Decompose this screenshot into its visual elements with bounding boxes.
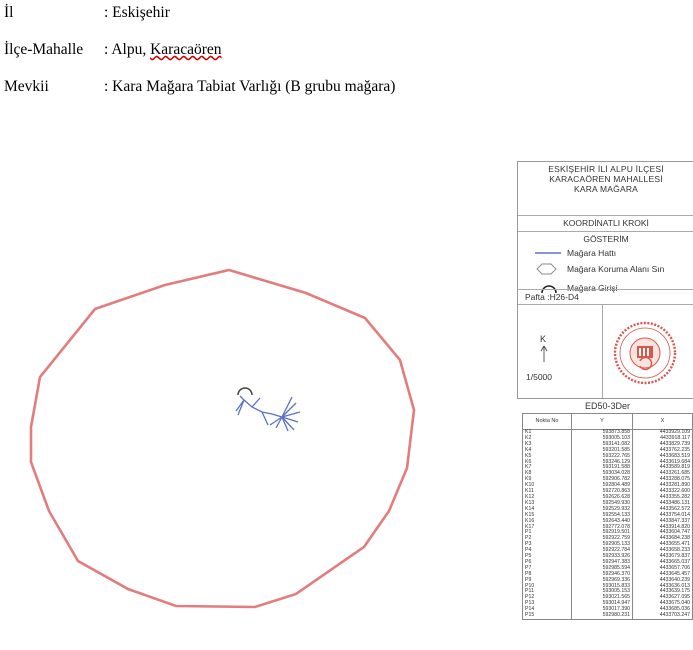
table-cell: K4 bbox=[523, 448, 572, 454]
cave-line bbox=[236, 396, 300, 431]
table-cell: K10 bbox=[523, 483, 572, 489]
divider bbox=[518, 289, 693, 290]
table-cell: 4433639.175 bbox=[633, 589, 693, 595]
table-cell: 4433918.117 bbox=[633, 436, 693, 442]
table-cell: P4 bbox=[523, 548, 572, 554]
table-cell: K17 bbox=[523, 525, 572, 531]
map-type: KOORDİNATLI KROKİ bbox=[518, 216, 693, 232]
table-cell: 4433604.747 bbox=[633, 530, 693, 536]
table-cell: K11 bbox=[523, 489, 572, 495]
table-body bbox=[523, 430, 693, 620]
table-cell: 593873.858 bbox=[572, 430, 633, 436]
table-cell: P13 bbox=[523, 601, 572, 607]
table-cell: 592554.133 bbox=[572, 513, 633, 519]
table-cell: 592804.489 bbox=[572, 483, 633, 489]
table-cell: 4433355.282 bbox=[633, 495, 693, 501]
table-cell: K3 bbox=[523, 442, 572, 448]
table-cell: 593005.153 bbox=[572, 589, 633, 595]
table-cell: 4433281.890 bbox=[633, 483, 693, 489]
table-cell: 4433665.037 bbox=[633, 560, 693, 566]
table-cell: 593246.129 bbox=[572, 460, 633, 466]
table-cell: P3 bbox=[523, 542, 572, 548]
table-cell: 4433322.600 bbox=[633, 489, 693, 495]
table-cell: P12 bbox=[523, 595, 572, 601]
coordinate-grid bbox=[522, 413, 693, 620]
table-cell: K12 bbox=[523, 495, 572, 501]
map-legend bbox=[517, 161, 693, 399]
legend-item-label: Mağara Koruma Alanı Sın bbox=[567, 264, 665, 274]
table-cell: P10 bbox=[523, 584, 572, 590]
sheet-label: Pafta :H26-D4 bbox=[525, 292, 579, 302]
datum-label: ED50-3Der bbox=[584, 401, 631, 411]
table-cell: K6 bbox=[523, 460, 572, 466]
legend-title-line: KARA MAĞARA bbox=[573, 184, 639, 194]
table-cell: 4433703.247 bbox=[633, 613, 693, 619]
table-cell: 593021.565 bbox=[572, 595, 633, 601]
column-header: Nokta No bbox=[523, 414, 572, 430]
legend-heading: GÖSTERİM bbox=[583, 234, 629, 244]
ministry-seal-icon bbox=[612, 320, 682, 390]
table-cell: K5 bbox=[523, 454, 572, 460]
table-cell: P9 bbox=[523, 578, 572, 584]
column-header: X bbox=[633, 414, 693, 430]
legend-item-label: Mağara Hattı bbox=[567, 248, 617, 258]
table-cell: 592906.782 bbox=[572, 477, 633, 483]
table-cell: K7 bbox=[523, 465, 572, 471]
table-cell: K15 bbox=[523, 513, 572, 519]
table-cell: 4433929.109 bbox=[633, 430, 693, 436]
table-cell: 4433486.131 bbox=[633, 501, 693, 507]
table-cell: 593222.765 bbox=[572, 454, 633, 460]
north-arrow bbox=[540, 334, 552, 366]
table-cell: 4433645.457 bbox=[633, 572, 693, 578]
table-cell: 4433685.036 bbox=[633, 607, 693, 613]
table-cell: K14 bbox=[523, 507, 572, 513]
legend-title bbox=[518, 162, 693, 216]
field-value-prefix: : Alpu, bbox=[104, 41, 151, 58]
table-cell: 592922.784 bbox=[572, 548, 633, 554]
table-cell: P8 bbox=[523, 572, 572, 578]
table-cell: K1 bbox=[523, 430, 572, 436]
coordinate-table bbox=[522, 400, 693, 620]
table-cell: 592946.370 bbox=[572, 572, 633, 578]
field-label: Mevkii bbox=[4, 78, 49, 95]
table-cell: K9 bbox=[523, 477, 572, 483]
scale-label: 1/5000 bbox=[526, 372, 552, 382]
table-cell: 4433261.685 bbox=[633, 471, 693, 477]
field-label: İlçe-Mahalle bbox=[4, 41, 84, 58]
table-cell: 4433754.014 bbox=[633, 513, 693, 519]
table-cell: 592985.594 bbox=[572, 566, 633, 572]
table-cell: 592549.930 bbox=[572, 501, 633, 507]
table-cell: P7 bbox=[523, 566, 572, 572]
table-cell: 4433658.233 bbox=[633, 548, 693, 554]
table-cell: 592905.133 bbox=[572, 542, 633, 548]
table-row bbox=[523, 613, 693, 619]
table-cell: K2 bbox=[523, 436, 572, 442]
legend-item-protection-area bbox=[518, 260, 693, 279]
table-cell: 592720.863 bbox=[572, 489, 633, 495]
table-cell: 4433640.239 bbox=[633, 578, 693, 584]
table-cell: K16 bbox=[523, 519, 572, 525]
table-cell: 593015.833 bbox=[572, 584, 633, 590]
table-cell: 4433619.684 bbox=[633, 460, 693, 466]
table-cell: P2 bbox=[523, 536, 572, 542]
north-arrow-icon bbox=[540, 344, 552, 364]
table-cell: 4433627.095 bbox=[633, 595, 693, 601]
table-cell: 4433829.739 bbox=[633, 442, 693, 448]
table-cell: 593191.588 bbox=[572, 465, 633, 471]
table-cell: P6 bbox=[523, 560, 572, 566]
table-cell: 592919.501 bbox=[572, 530, 633, 536]
table-cell: K8 bbox=[523, 471, 572, 477]
north-letter: K bbox=[540, 334, 547, 344]
table-cell: 593141.082 bbox=[572, 442, 633, 448]
table-cell: 4433589.819 bbox=[633, 465, 693, 471]
protection-boundary bbox=[31, 270, 414, 607]
table-cell: K13 bbox=[523, 501, 572, 507]
hexagon-icon bbox=[532, 260, 572, 279]
table-cell: 592969.336 bbox=[572, 578, 633, 584]
table-cell: P5 bbox=[523, 554, 572, 560]
table-cell: 592529.932 bbox=[572, 507, 633, 513]
table-cell: 4433847.337 bbox=[633, 519, 693, 525]
table-cell: P11 bbox=[523, 589, 572, 595]
field-value: : Kara Mağara Tabiat Varlığı (B grubu mağara) bbox=[104, 78, 396, 95]
table-cell: P1 bbox=[523, 530, 572, 536]
field-value: : Eskişehir bbox=[104, 4, 170, 21]
legend-item-label: Mağara Girişi bbox=[567, 283, 618, 293]
table-cell: 593014.947 bbox=[572, 601, 633, 607]
table-cell: 593034.028 bbox=[572, 471, 633, 477]
table-cell: 4433288.075 bbox=[633, 477, 693, 483]
table-cell: 592933.926 bbox=[572, 554, 633, 560]
legend-title-line: ESKİŞEHİR İLİ ALPU İLÇESİ bbox=[548, 164, 664, 174]
table-cell: 593005.103 bbox=[572, 436, 633, 442]
table-cell: 4433684.238 bbox=[633, 536, 693, 542]
divider bbox=[518, 304, 693, 305]
table-cell: 592643.440 bbox=[572, 519, 633, 525]
table-cell: 4433562.572 bbox=[633, 507, 693, 513]
field-label: İl bbox=[4, 4, 14, 21]
table-cell: 4433914.820 bbox=[633, 525, 693, 531]
table-cell: 592922.759 bbox=[572, 536, 633, 542]
table-cell: 4433655.471 bbox=[633, 542, 693, 548]
table-cell: 4433675.040 bbox=[633, 601, 693, 607]
table-cell: 4433657.706 bbox=[633, 566, 693, 572]
table-header-row bbox=[523, 414, 693, 430]
table-cell: 4433679.837 bbox=[633, 554, 693, 560]
table-cell: 592772.078 bbox=[572, 525, 633, 531]
divider bbox=[602, 304, 603, 398]
table-cell: 593201.585 bbox=[572, 448, 633, 454]
table-cell: 592626.628 bbox=[572, 495, 633, 501]
cave-entrance-icon bbox=[238, 388, 252, 395]
field-value-marked: Karacaören bbox=[150, 41, 222, 58]
table-cell: 592947.383 bbox=[572, 560, 633, 566]
table-cell: 4433762.235 bbox=[633, 448, 693, 454]
column-header: Y bbox=[572, 414, 633, 430]
table-cell: 592980.231 bbox=[572, 613, 633, 619]
table-cell: P14 bbox=[523, 607, 572, 613]
table-cell: 4433636.013 bbox=[633, 584, 693, 590]
table-cell: P15 bbox=[523, 613, 572, 619]
table-cell: 4433683.519 bbox=[633, 454, 693, 460]
legend-title-line: KARACAÖREN MAHALLESİ bbox=[549, 174, 663, 184]
table-cell: 593017.390 bbox=[572, 607, 633, 613]
